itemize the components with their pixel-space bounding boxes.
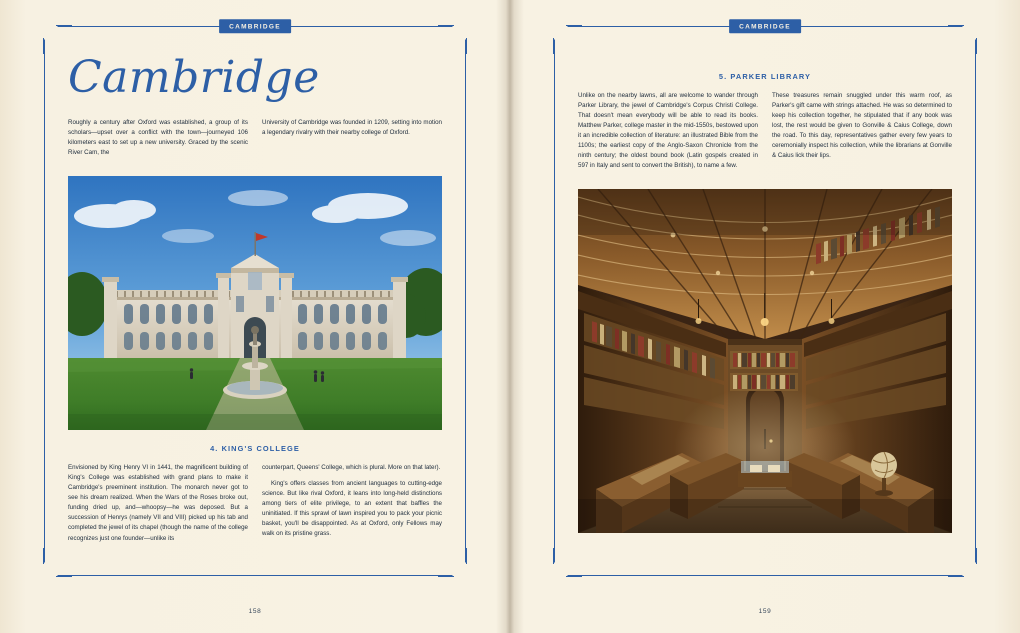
kings-college-text-2b: King's offers classes from ancient languages to cutting-edge science. But like rival Oxford, it leans into long-held distinctions among tiers of elite privilege, to an extent that baffles the uninitiated. If this sprawl of lawn inspired you to pack your picnic basket, you'll be disappointed. As at Oxford, only Fellows may walk on its pristine grass. (262, 480, 442, 538)
display-case (738, 461, 792, 487)
left-page-content (68, 44, 442, 550)
page-number-left: 158 (248, 608, 262, 615)
intro-columns (68, 118, 442, 164)
parker-library-column-2 (772, 91, 952, 177)
kings-college-column-1 (68, 463, 248, 549)
intro-column-1 (68, 118, 248, 164)
parker-library-text-1: Unlike on the nearby lawns, all are welcome to wander through Parker Library, the jewel of Cambridge's Corpus Christi College. That doesn't mean everybody will be able to read its books. Matthew Parker, college master in the mid-1550s, bestowed upon it an incredible collection of literature: an illustrated Bible from the 1100s; the earliest copy of the Anglo-Saxon Chronicle from the ninth century; the oldest bound book (Latin gospels created in 597 in Italy and sent to convert the British), to name a few. (578, 92, 758, 170)
section-heading-parker-library: 5. PARKER LIBRARY (718, 72, 812, 81)
kings-college-text-2a: counterpart, Queens' College, which is plural. More on that later). (262, 464, 441, 472)
page-number-right: 159 (758, 608, 772, 615)
kings-college-photo (68, 176, 442, 430)
intro-text-2: University of Cambridge was founded in 1209, setting into motion a legendary rivalry with their nearby college of Oxford. (262, 119, 442, 137)
kings-college-illustration (68, 176, 442, 430)
kings-college-text-1: Envisioned by King Henry VI in 1441, the magnificent building of King's College was established with grand plans to make it Cambridge's preeminent institution. The monarch never got to see his dream realized. When the Wars of the Roses broke out, funding dried up, and—whoopsy—he was deposed. But a succession of Henrys (namely VII and VIII) picked up his tab and completed the jewel of its chapel (though the name of the college recognizes just one founder—unlike its (68, 464, 248, 542)
chapter-tab-left: CAMBRIDGE (219, 19, 291, 33)
parker-library-illustration (578, 189, 952, 533)
intro-column-2 (262, 118, 442, 164)
kings-college-columns (68, 463, 442, 549)
chapter-tab-right: CAMBRIDGE (729, 19, 801, 33)
parker-library-photo (578, 189, 952, 533)
parker-library-text-2: These treasures remain snuggled under this warm roof, as Parker's gift came with strings attached. He was so determined to keep his collection together, he stipulated that if any book was lost, the rest would be given to Gonville & Caius College, down the road. To this day, representatives gather every few years to ceremonially inspect his collection, while the librarians at Gonville & Caius lick their lips. (772, 92, 952, 160)
right-page (510, 0, 1020, 633)
page-title: Cambridge (68, 52, 320, 103)
section-heading-kings-college: 4. KING'S COLLEGE (210, 444, 300, 454)
kings-college-column-2 (262, 463, 442, 549)
right-page-content (578, 44, 952, 533)
intro-text-1: Roughly a century after Oxford was established, a group of its scholars—upset over a conflict with the town—journeyed 106 kilometers east to set up a new university. Graced by the scenic River Cam, the (68, 119, 248, 157)
parker-library-column-1 (578, 91, 758, 177)
parker-library-columns (578, 91, 952, 177)
